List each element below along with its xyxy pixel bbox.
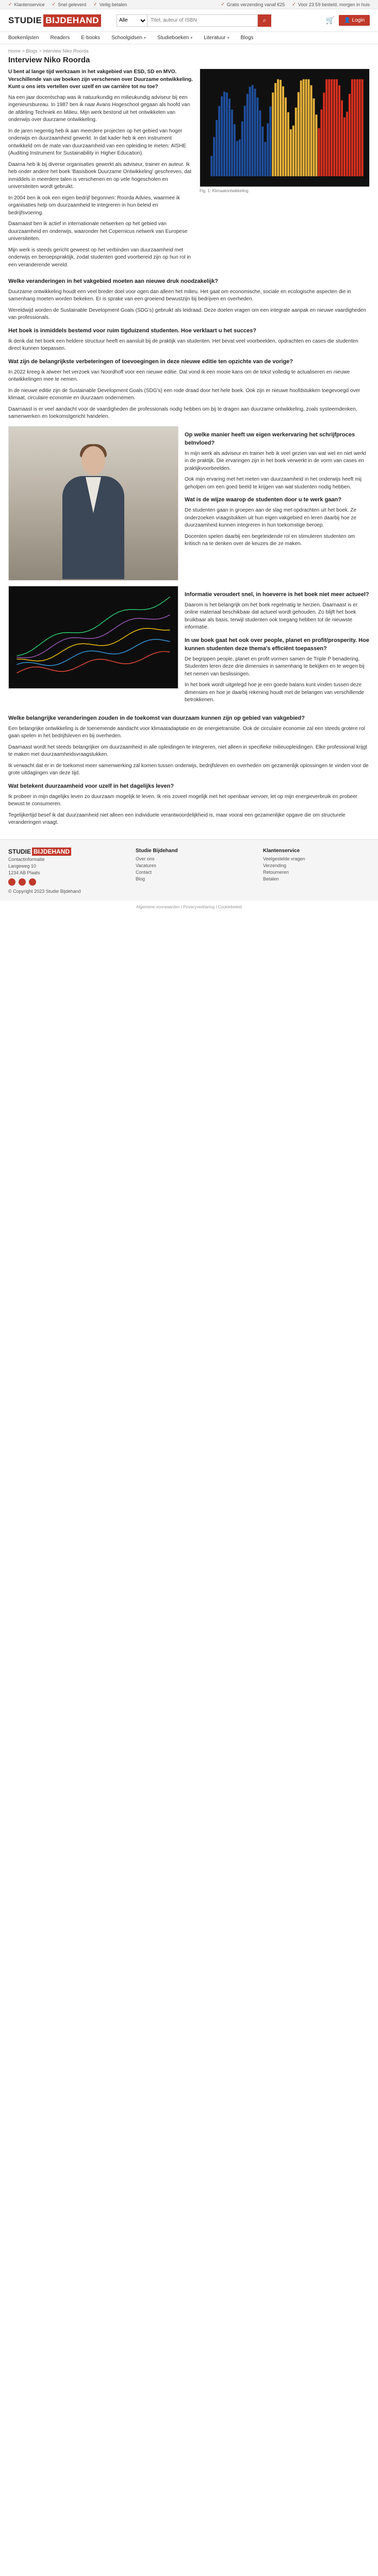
figure-stripe bbox=[264, 142, 266, 177]
figure-stripe bbox=[349, 94, 351, 176]
figure-stripe bbox=[351, 79, 353, 176]
figure-stripe bbox=[256, 97, 258, 176]
figure-stripe bbox=[308, 79, 310, 176]
figure-stripe bbox=[325, 79, 327, 176]
topbar-item bbox=[93, 2, 127, 7]
interview-section bbox=[185, 431, 370, 491]
author-photo bbox=[8, 426, 178, 581]
interview-question: Welke veranderingen in het vakgebied moeten aan nieuwe druk noodzakelijk? bbox=[8, 278, 218, 284]
logo-box: BIJDEHAND bbox=[43, 14, 101, 27]
interview-question: Wat zijn de belangrijkste verbeteringen of toevoegingen in deze nieuwe editie ten opzichte van de vorige? bbox=[8, 358, 293, 365]
figure-stripe bbox=[246, 94, 249, 176]
social-links bbox=[8, 878, 115, 886]
author-illustration bbox=[62, 446, 124, 580]
interview-question: Welke belangrijke veranderingen zouden in de toekomst van duurzaam kunnen zijn op gebied van vakgebied? bbox=[8, 715, 305, 721]
figure-stripe bbox=[303, 79, 305, 176]
article-paragraph: In het boek wordt uitgelegd hoe je een goede balans kunt vinden tussen deze dimensies en hoe je daarbij rekening houdt met de belangen van verschillende betrokkenen. bbox=[185, 682, 365, 703]
instagram-icon[interactable] bbox=[19, 878, 26, 886]
footer-logo[interactable] bbox=[8, 848, 115, 855]
figure-stripe bbox=[328, 79, 330, 176]
footer-link[interactable]: Retourneren bbox=[263, 869, 289, 875]
figure-stripe bbox=[354, 79, 356, 176]
nav-item[interactable] bbox=[50, 35, 70, 41]
figure-stripe bbox=[295, 108, 297, 176]
footer-col-title: Studie Bijdehand bbox=[136, 848, 178, 854]
interview-question: Wat betekent duurzaamheid voor uzelf in het dagelijks leven? bbox=[8, 783, 174, 789]
figure-stripe bbox=[338, 86, 340, 176]
search-input[interactable] bbox=[147, 14, 258, 27]
article-paragraph: Docenten spelen daarbij een begeleidende rol en stimuleren studenten om kritisch na te denken over de keuzes die ze maken. bbox=[185, 533, 355, 547]
copyright: © Copyright 2023 Studie Bijdehand bbox=[8, 888, 81, 894]
footer-address: Langeweg 10 bbox=[8, 863, 37, 869]
footer-link[interactable]: Vacatures bbox=[136, 862, 156, 868]
topbar-label: Voor 23:59 besteld, morgen in huis bbox=[298, 2, 370, 7]
top-bar bbox=[0, 0, 378, 9]
legal-links[interactable]: Algemene voorwaarden | Privacyverklaring | Cookiebeleid bbox=[136, 904, 242, 909]
article-paragraph: Daarna heb ik bij diverse organisaties gewerkt als adviseur, trainer en auteur. Ik heb onder andere het boek 'Basisboek Duurzame Ontwikkeling' geschreven, dat inmiddels in meerdere talen is verschenen en op vele hogescholen en universiteiten wordt gebruikt. bbox=[8, 161, 192, 190]
search-bar bbox=[117, 14, 271, 27]
figure-stripe bbox=[323, 93, 325, 176]
figure-stripe bbox=[231, 110, 233, 177]
search-category-select[interactable] bbox=[117, 14, 147, 27]
article-paragraph: In de nieuwe editie zijn de Sustainable Development Goals (SDG's) een rode draad door het hele boek. Ook zijn er nieuwe hoofdstukken toegevoegd over klimaat, circulaire economie en duurzaam ondernemen. bbox=[8, 387, 360, 401]
article-paragraph: Daarom is het belangrijk om het boek regelmatig te herzien. Daarnaast is er online materiaal beschikbaar dat actueel wordt gehouden. Zo blijft het boek bruikbaar als basis, terwijl studenten ook toegang hebben tot de nieuwste informatie. bbox=[185, 602, 358, 631]
interview-section bbox=[8, 278, 370, 322]
interview-section bbox=[185, 496, 370, 548]
article-paragraph: De studenten gaan in groepen aan de slag met opdrachten uit het boek. Ze onderzoeken vraagstukken uit hun eigen vakgebied en leren daarbij hoe ze duurzaamheid kunnen integreren in hun toekomstige beroep. bbox=[185, 507, 357, 529]
figure-stripe bbox=[239, 140, 241, 177]
article-paragraph: Daarnaast ben ik actief in internationale netwerken op het gebied van duurzaamheid en onderwijs, waaronder het Copernicus netwerk van Europese universiteiten. bbox=[8, 221, 188, 242]
figure-stripe bbox=[272, 93, 274, 177]
figure-stripe bbox=[287, 112, 289, 176]
figure-stripe bbox=[277, 79, 279, 176]
article-paragraph: In de jaren negentig heb ik aan meerdere projecten op het gebied van hoger onderwijs en duurzaamheid gewerkt. In dat kader heb ik een instrument ontwikkeld om de mate van duurzaamheid van een opleiding te meten: AISHE (Auditing Instrument for Sustainability in Higher Education). bbox=[8, 128, 187, 156]
search-button[interactable] bbox=[258, 14, 271, 27]
check-icon: ✓ bbox=[8, 2, 12, 7]
footer-col-title: Klantenservice bbox=[263, 848, 300, 854]
check-icon: ✓ bbox=[221, 2, 225, 7]
figure-stripe bbox=[313, 98, 315, 176]
linkedin-icon[interactable] bbox=[29, 878, 36, 886]
topbar-label: Veilig betalen bbox=[99, 2, 127, 7]
figure-stripe bbox=[285, 97, 287, 176]
figure-stripe bbox=[336, 79, 338, 176]
interview-question: Het boek is inmiddels bestemd voor ruim tigduizend studenten. Hoe verklaart u het succes? bbox=[8, 327, 257, 334]
interview-question: In uw boek gaat het ook over people, planet en profit/prosperity. Hoe kunnen studenten deze thema's efficiënt toepassen? bbox=[185, 637, 369, 652]
user-icon: 👤 bbox=[344, 18, 351, 23]
nav-item[interactable] bbox=[204, 35, 229, 41]
article-lead: U bent al lange tijd werkzaam in het vakgebied van ESD, SD en MVO. Verschillende van uw boeken zijn verschenen over Duurzame ontwikkeling. Kunt u ons iets vertellen over uzelf en uw carrière tot nu toe? bbox=[8, 69, 193, 90]
nav-item[interactable] bbox=[111, 35, 146, 41]
footer-link[interactable]: Over ons bbox=[136, 856, 155, 861]
article-paragraph: Duurzame ontwikkeling houdt een veel breder doel voor ogen dan alleen het milieu. Het gaat om economische, sociale en ecologische aspecten die in samenhang moeten worden bekeken. Er is sprake van een groeiend bewustzijn bij bedrijven en overheden. bbox=[8, 289, 351, 302]
nav-item-label: E-books bbox=[81, 35, 100, 41]
page-title: Interview Niko Roorda bbox=[8, 56, 90, 64]
figure-stripe bbox=[213, 137, 215, 176]
article-paragraph: Ik denk dat het boek een heldere structuur heeft en aansluit bij de praktijk van studenten. Het bevat veel voorbeelden, opdrachten en cases die studenten direct kunnen toepassen. bbox=[8, 338, 358, 352]
main-nav bbox=[0, 32, 378, 44]
article bbox=[0, 69, 378, 827]
interview-section bbox=[8, 327, 370, 353]
check-icon: ✓ bbox=[52, 2, 56, 7]
logo-text: STUDIE bbox=[8, 15, 42, 25]
article-paragraph: Daarnaast wordt het steeds belangrijker om duurzaamheid in alle opleidingen te integreren, niet alleen in specifieke milieuopleidingen. Elke professional krijgt te maken met duurzaamheidsvraagstukken. bbox=[8, 744, 367, 758]
interview-question: Wat is de wijze waarop de studenten door u te werk gaan? bbox=[185, 497, 341, 503]
figure-stripe bbox=[221, 96, 223, 176]
figure-stripe bbox=[254, 89, 256, 176]
article-paragraph: Ik probeer in mijn dagelijks leven zo duurzaam mogelijk te leven. Ik reis zoveel mogelijk met het openbaar vervoer, let op mijn energieverbruik en probeer bewust te consumeren. bbox=[8, 793, 358, 807]
figure-caption: Fig. 1: Klimaatontwikkeling bbox=[200, 189, 249, 193]
interview-section bbox=[185, 591, 370, 632]
footer-link[interactable]: Betalen bbox=[263, 876, 279, 882]
nav-item-label: Readers bbox=[50, 35, 70, 41]
figure-stripe bbox=[315, 114, 317, 176]
interview-question: Op welke manier heeft uw eigen werkervaring het schrijfproces beïnvloed? bbox=[185, 431, 355, 446]
figure-stripe bbox=[320, 109, 322, 176]
article-paragraph: Daarnaast is er veel aandacht voor de vaardigheden die professionals nodig hebben om bij te dragen aan duurzame ontwikkeling, zoals systeemdenken, samenwerken en toekomstgericht handelen. bbox=[8, 406, 357, 420]
figure-stripe bbox=[216, 120, 218, 176]
article-paragraph: De begrippen people, planet en profit vormen samen de Triple P benadering. Studenten leren deze drie dimensies in samenhang te bekijken en te wegen bij het nemen van beslissingen. bbox=[185, 656, 365, 677]
article-paragraph: Mijn werk is steeds gericht geweest op het verbinden van duurzaamheid met onderwijs en beroepspraktijk, zodat studenten goed voorbereid zijn op hun rol in een veranderende wereld. bbox=[8, 247, 191, 268]
search-icon: ⌕ bbox=[262, 16, 267, 24]
figure-stripe bbox=[218, 106, 220, 176]
interview-section bbox=[8, 715, 370, 777]
interview-question: Informatie veroudert snel, in hoeverre is het boek niet meer actueel? bbox=[185, 591, 369, 598]
topbar-item[interactable] bbox=[8, 2, 45, 7]
interview-section bbox=[8, 358, 370, 421]
trend-figure bbox=[8, 586, 178, 689]
figure-stripe bbox=[228, 99, 231, 177]
nav-item[interactable] bbox=[157, 35, 192, 41]
cart-icon[interactable]: 🛒 bbox=[325, 16, 335, 24]
topbar-item bbox=[52, 2, 87, 7]
topbar-label: Gratis verzending vanaf €25 bbox=[226, 2, 285, 7]
facebook-icon[interactable] bbox=[8, 878, 15, 886]
figure-stripe bbox=[298, 92, 300, 176]
figure-stripe bbox=[249, 87, 251, 176]
figure-stripe bbox=[259, 110, 261, 176]
nav-item[interactable] bbox=[241, 35, 254, 41]
topbar-label: Klantenservice bbox=[14, 2, 45, 7]
article-paragraph: In 2022 kreeg ik alweer het verzoek van Noordhoff voor een nieuwe editie. Dat vond ik een mooie kans om de tekst volledig te actualiseren en nieuwe ontwikkelingen mee te nemen. bbox=[8, 369, 350, 383]
figure-stripe bbox=[356, 79, 358, 176]
login-button[interactable] bbox=[339, 15, 370, 26]
climate-figure bbox=[200, 69, 370, 187]
figure-stripe bbox=[300, 80, 302, 176]
figure-stripe bbox=[290, 129, 292, 176]
figure-stripe bbox=[333, 79, 335, 176]
figure-stripe bbox=[318, 128, 320, 177]
figure-stripe bbox=[261, 126, 264, 176]
nav-item[interactable] bbox=[81, 35, 100, 41]
figure-stripe bbox=[234, 124, 236, 176]
footer-address: Contactinformatie bbox=[8, 856, 45, 862]
figure-stripe bbox=[226, 93, 228, 177]
figure-stripe bbox=[274, 83, 276, 176]
article-paragraph: Wereldwijd worden de Sustainable Development Goals (SDG's) gebruikt als leidraad. Deze doelen vragen om een integrale aanpak en nieuwe vaardigheden van professionals. bbox=[8, 307, 366, 321]
article-paragraph: Ik verwacht dat er in de toekomst meer samenwerking zal komen tussen onderwijs, bedrijfsleven en overheden om gezamenlijk oplossingen te vinden voor de grote uitdagingen van deze tijd. bbox=[8, 762, 369, 776]
figure-stripe bbox=[343, 117, 346, 176]
figure-stripe bbox=[305, 79, 307, 176]
footer-logo-box: BIJDEHAND bbox=[32, 848, 71, 856]
footer-logo-text: STUDIE bbox=[8, 848, 31, 855]
login-label: Login bbox=[352, 18, 365, 23]
figure-stripe bbox=[244, 106, 246, 176]
figure-stripe bbox=[223, 92, 225, 176]
figure-stripe bbox=[331, 79, 333, 176]
topbar-item bbox=[221, 2, 285, 7]
figure-stripe bbox=[267, 123, 269, 176]
figure-stripe bbox=[310, 85, 313, 176]
site-footer bbox=[0, 839, 378, 901]
chevron-down-icon: ▾ bbox=[227, 36, 229, 40]
check-icon: ✓ bbox=[93, 2, 97, 7]
footer-address: 1234 AB Plaats bbox=[8, 870, 40, 875]
chevron-down-icon: ▾ bbox=[144, 36, 146, 40]
figure-stripe bbox=[346, 112, 348, 176]
figure-stripe bbox=[236, 141, 238, 176]
nav-item-label: Studieboeken bbox=[157, 35, 189, 41]
footer-link[interactable]: Blog bbox=[136, 876, 145, 882]
figure-stripe bbox=[282, 87, 284, 177]
check-icon: ✓ bbox=[292, 2, 296, 7]
footer-link[interactable]: Veelgestelde vragen bbox=[263, 856, 305, 861]
figure-stripe bbox=[210, 156, 212, 177]
figure-stripe bbox=[241, 122, 243, 177]
footer-link[interactable]: Contact bbox=[136, 869, 152, 875]
nav-item-label: Literatuur bbox=[204, 35, 226, 41]
article-paragraph: Ook mijn ervaring met het meten van duurzaamheid in het onderwijs heeft mij geholpen om een goed beeld te krijgen van wat studenten nodig hebben. bbox=[185, 477, 361, 490]
figure-stripe bbox=[269, 106, 271, 176]
nav-item[interactable] bbox=[8, 35, 39, 41]
site-header bbox=[0, 9, 378, 32]
article-paragraph: Na een jaar docentschap was ik natuurkundig en milieukundig adviseur bij een ingenieursbureau. In 1987 ben ik naar Avans Hogeschool gegaan als hoofd van de afdeling Techniek en Milieu. Mijn werk bestond uit het ontwikkelen van onderwijs over duurzame ontwikkeling. bbox=[8, 94, 190, 123]
article-paragraph: Tegelijkertijd besef ik dat duurzaamheid niet alleen een individuele verantwoordelijkheid is, maar vooral een gezamenlijke opgave die om structurele veranderingen vraagt. bbox=[8, 812, 346, 825]
topbar-item bbox=[292, 2, 370, 7]
article-paragraph: In mijn werk als adviseur en trainer heb ik veel gezien van wat wel en niet werkt in de praktijk. Die ervaringen zijn in het boek verwerkt in de vorm van cases en praktijkvoorbeelden. bbox=[185, 450, 366, 471]
nav-item-label: Boekenlijsten bbox=[8, 35, 39, 41]
chevron-down-icon: ▾ bbox=[190, 36, 193, 40]
figure-stripe bbox=[359, 79, 361, 176]
figure-stripe bbox=[341, 100, 343, 177]
site-logo[interactable] bbox=[8, 14, 101, 27]
nav-item-label: Schoolgidsen bbox=[111, 35, 143, 41]
footer-link[interactable]: Verzending bbox=[263, 862, 287, 868]
breadcrumb: Home > Blogs > Interview Niko Roorda bbox=[8, 48, 89, 54]
topbar-label: Snel geleverd bbox=[58, 2, 87, 7]
article-paragraph: Een belangrijke ontwikkeling is de toenemende aandacht voor klimaatadaptatie en de energietransitie. Ook de circulaire economie zal een steeds grotere rol gaan spelen in het bedrijfsleven en bij overheden. bbox=[8, 725, 365, 739]
figure-stripe bbox=[292, 126, 294, 176]
interview-section bbox=[185, 637, 370, 704]
figure-stripe bbox=[280, 80, 282, 176]
nav-item-label: Blogs bbox=[240, 35, 254, 41]
figure-stripe bbox=[252, 85, 254, 176]
figure-stripe bbox=[361, 79, 364, 176]
article-paragraph: In 2004 ben ik ook een eigen bedrijf begonnen: Roorda Advies, waarmee ik organisaties help om duurzaamheid te integreren in hun beleid en bedrijfsvoering. bbox=[8, 195, 180, 216]
interview-section bbox=[8, 783, 370, 827]
